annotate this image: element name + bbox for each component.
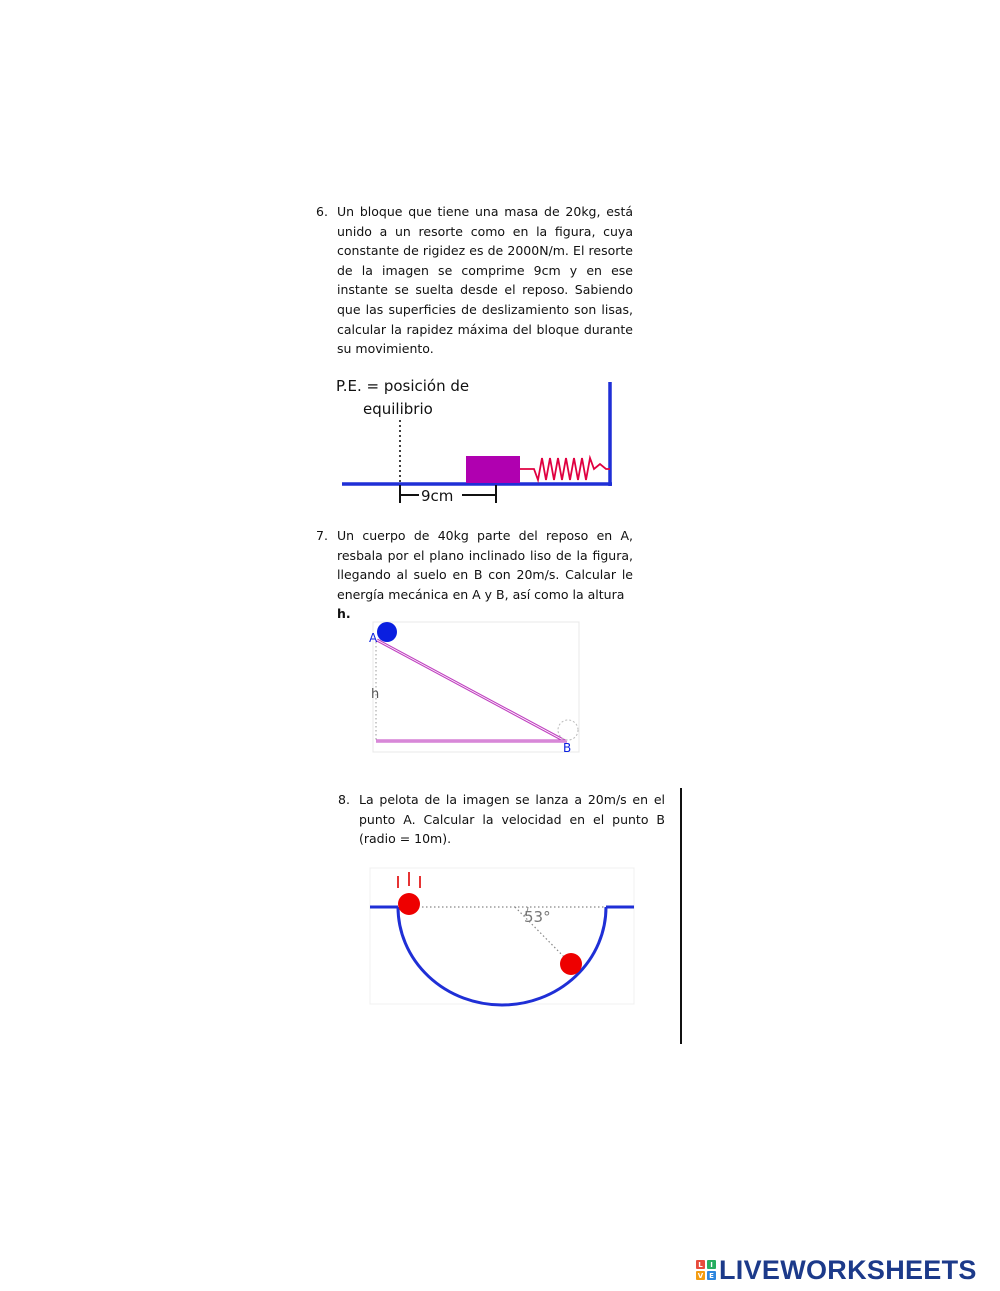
problem-number: 6. — [316, 204, 328, 219]
ball-b — [560, 953, 582, 975]
vertical-divider — [679, 788, 683, 1044]
logo-letter-l: L — [696, 1260, 705, 1269]
ball-a — [398, 893, 420, 915]
ball-a — [377, 622, 397, 642]
equilibrium-label-line2: equilibrio — [363, 400, 433, 418]
spring — [520, 458, 610, 480]
block — [466, 456, 520, 483]
logo-letter-i: I — [707, 1260, 716, 1269]
height-label: h — [371, 687, 380, 702]
angle-label: 53° — [524, 908, 551, 926]
liveworksheets-logo[interactable] — [696, 1255, 977, 1285]
point-b-label: B — [563, 741, 572, 755]
problem-text: Un bloque que tiene una masa de 20kg, está unido a un resorte como en la figura, cuya constante de rigidez es de 2000N/m. El resorte de la imagen se comprime 9cm y en ese instante se suelta desde el reposo. Sabiendo que las superficies de deslizamiento son lisas, calcular la rapidez máxima del bloque durante su movimiento. — [337, 204, 633, 357]
logo-letter-v: V — [697, 1271, 704, 1280]
logo-letter-e: E — [707, 1271, 716, 1280]
problem-number: 7. — [316, 528, 328, 543]
semicircle-track-figure — [368, 866, 638, 1006]
problem-text-body: Un cuerpo de 40kg parte del reposo en A, resbala por el plano inclinado liso de la figura, llegando al suelo en B con 20m/s. Calcular le energía mecánica en A y B, así como la altura — [337, 528, 633, 602]
incline-inner-line — [377, 640, 565, 741]
ball-b-outline — [558, 720, 578, 740]
figure-border — [370, 868, 634, 1004]
problem-number: 8. — [338, 792, 350, 807]
inclined-plane-figure — [365, 618, 585, 758]
equilibrium-label-line1: P.E. = posición de — [336, 377, 470, 395]
spring-block-figure — [330, 372, 630, 512]
distance-label: 9cm — [421, 487, 454, 505]
problem-text: La pelota de la imagen se lanza a 20m/s en el punto A. Calcular la velocidad en el punto B (radio = 10m). — [359, 792, 665, 847]
logo-icon — [696, 1260, 716, 1280]
point-a-label: A — [369, 631, 378, 645]
brand-name: LIVEWORKSHEETS — [719, 1254, 977, 1285]
problem-text — [337, 526, 633, 624]
problem-text-end: h. — [337, 606, 351, 622]
